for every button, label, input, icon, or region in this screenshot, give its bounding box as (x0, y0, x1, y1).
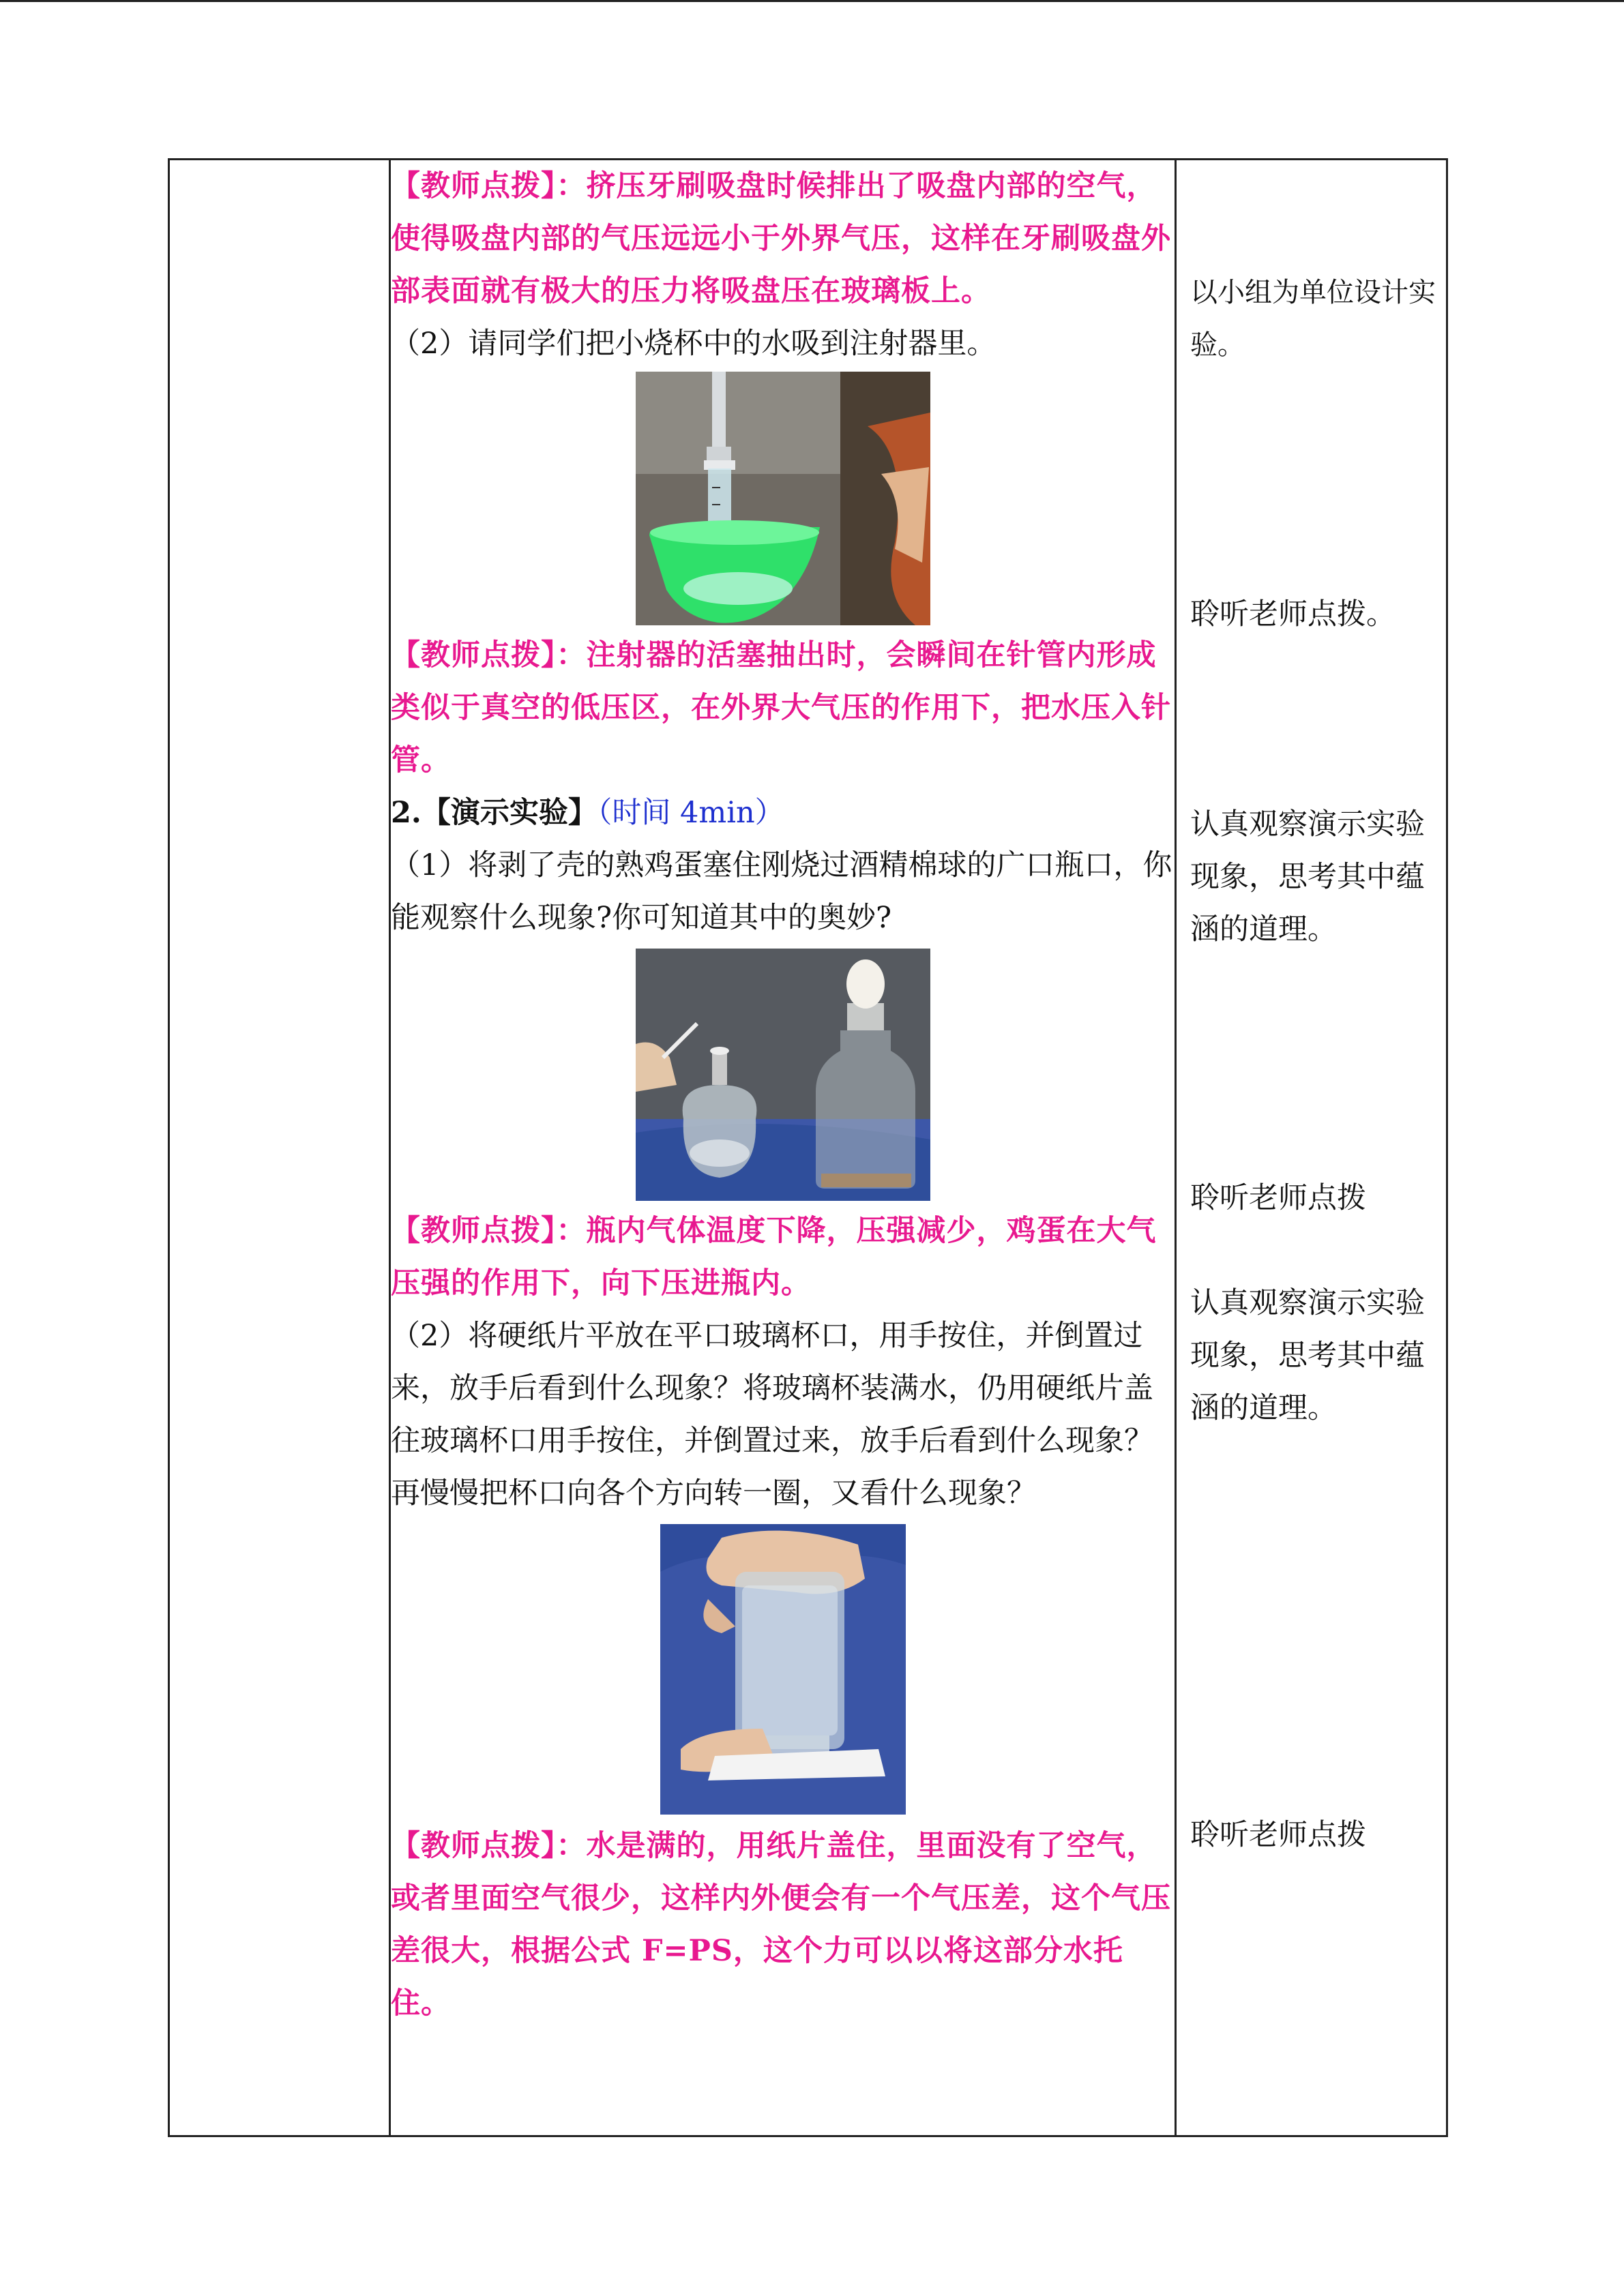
glass-paper-photo (660, 1524, 906, 1815)
student-note-2: 聆听老师点拨。 (1190, 597, 1396, 631)
demo-experiment-heading (391, 787, 1175, 839)
teacher-tip-glass: 【教师点拨】：水是满的，用纸片盖住，里面没有了空气，或者里面空气很少，这样内外便会有一个气压差，这个气压差很大，根据公式 F=PS，这个力可以以将这部分水托住。 (391, 1829, 1171, 2021)
demo-heading-label: 2.【演示实验】 (391, 796, 597, 830)
syringe-photo (636, 372, 930, 625)
student-activity-cell (1176, 160, 1447, 2136)
student-note-4: 聆听老师点拨 (1190, 1181, 1366, 1215)
demo-time-label: （时间 4min） (597, 796, 784, 830)
page-top-border (0, 0, 1624, 2)
student-note-1: 以小组为单位设计实验。 (1190, 277, 1436, 361)
teaching-process-cell (390, 160, 1183, 2136)
student-note-5: 认真观察演示实验现象，思考其中蕴涵的道理。 (1190, 1286, 1425, 1425)
teacher-tip-syringe: 【教师点拨】：注射器的活塞抽出时，会瞬间在针管内形成类似于真空的低压区，在外界大气压的作用下，把水压入针管。 (391, 638, 1171, 777)
student-note-3: 认真观察演示实验现象，思考其中蕴涵的道理。 (1190, 807, 1425, 946)
step-syringe-text: （2）请同学们把小烧杯中的水吸到注射器里。 (391, 327, 996, 361)
teacher-tip-suction-cup: 【教师点拨】：挤压牙刷吸盘时候排出了吸盘内部的空气，使得吸盘内部的气压远远小于外界气压，这样在牙刷吸盘外部表面就有极大的压力将吸盘压在玻璃板上。 (391, 169, 1171, 308)
egg-bottle-photo (636, 949, 930, 1201)
teacher-tip-egg: 【教师点拨】：瓶内气体温度下降，压强减少，鸡蛋在大气压强的作用下，向下压进瓶内。 (391, 1214, 1157, 1300)
demo2-text: （2）将硬纸片平放在平口玻璃杯口，用手按住，并倒置过来，放手后看到什么现象？将玻璃杯装满水，仍用硬纸片盖往玻璃杯口用手按住，并倒置过来，放手后看到什么现象？ 再慢慢把杯口向各个方向转一圈，又看什么现象？ (391, 1319, 1183, 1510)
lesson-table (168, 158, 1448, 2137)
left-empty-cell (169, 160, 390, 2136)
student-note-6: 聆听老师点拨 (1190, 1818, 1366, 1852)
demo1-text: （1）将剥了壳的熟鸡蛋塞住刚烧过酒精棉球的广口瓶口，你能观察什么现象?你可知道其中的奥妙? (391, 848, 1172, 935)
